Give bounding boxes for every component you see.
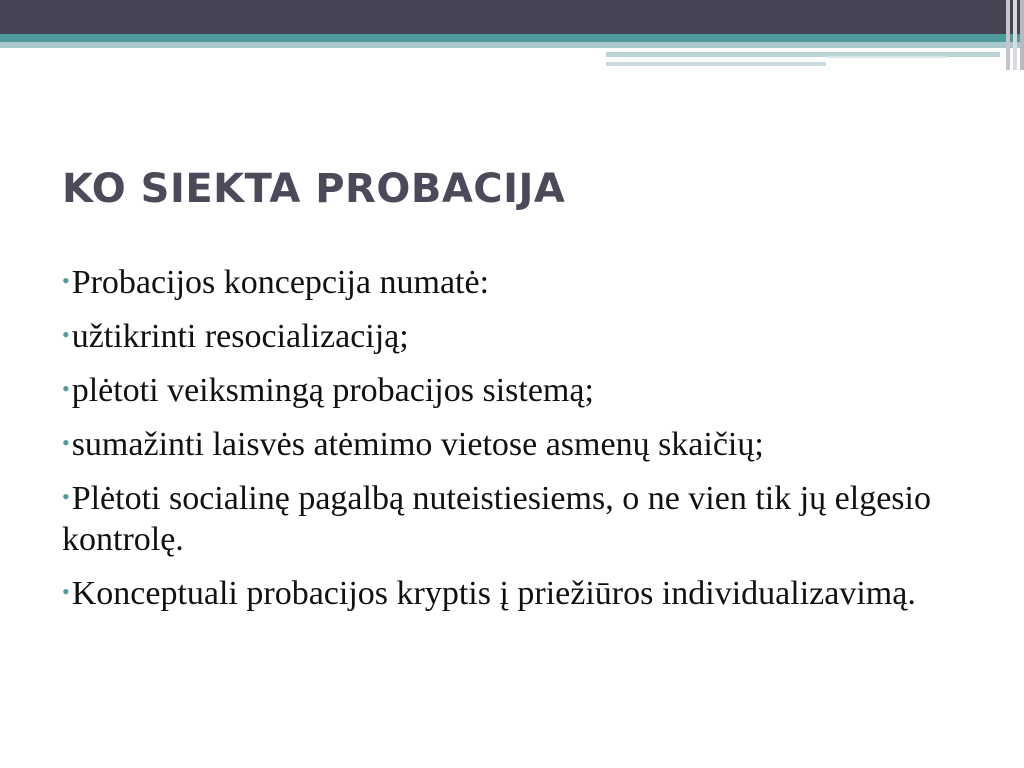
bullet-item — [62, 260, 962, 303]
bullet-icon: • — [62, 268, 70, 293]
bullet-icon: • — [62, 430, 70, 455]
bullet-icon: • — [62, 484, 70, 509]
bullet-text: plėtoti veiksmingą probacijos sistemą; — [71, 372, 594, 409]
bullet-text: Probacijos koncepcija numatė: — [71, 264, 490, 301]
header-edge-bars — [994, 0, 1024, 70]
slide-title: KO SIEKTA PROBACIJA — [62, 166, 566, 212]
bullet-icon: • — [62, 376, 70, 401]
bullet-item — [62, 422, 962, 465]
bullet-item — [62, 476, 962, 560]
header-band — [0, 0, 1024, 34]
edge-bar — [1020, 0, 1024, 70]
bullet-text: Plėtoti socialinę pagalbą nuteistiesiems, o ne vien tik jų elgesio kontrolę. — [62, 480, 931, 558]
bullet-list — [62, 260, 962, 625]
bullet-icon: • — [62, 322, 70, 347]
bullet-text: sumažinti laisvės atėmimo vietose asmenų skaičių; — [71, 426, 764, 463]
bullet-item — [62, 571, 962, 614]
edge-bar — [1006, 0, 1010, 70]
header-accent-line — [826, 56, 946, 58]
bullet-text: Konceptuali probacijos kryptis į priežiūros individualizavimą. — [71, 575, 916, 612]
header-accent-line — [606, 62, 826, 66]
edge-bar — [1013, 0, 1017, 70]
bullet-item — [62, 314, 962, 357]
header-light-stripe — [0, 42, 1024, 48]
bullet-icon: • — [62, 579, 70, 604]
bullet-item — [62, 368, 962, 411]
bullet-text: užtikrinti resocializaciją; — [71, 318, 409, 355]
header-teal-stripe — [0, 34, 1024, 42]
